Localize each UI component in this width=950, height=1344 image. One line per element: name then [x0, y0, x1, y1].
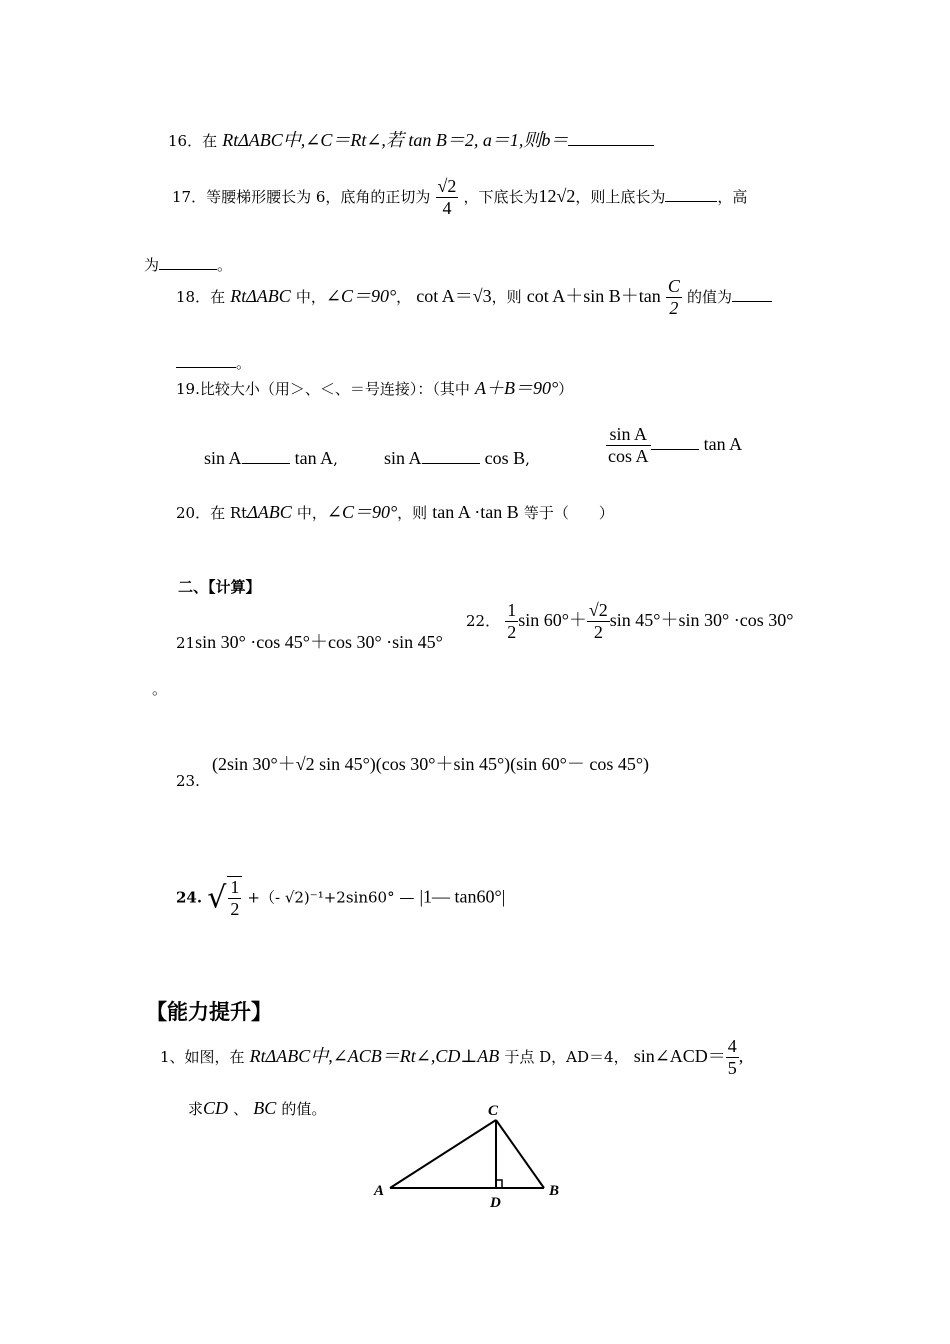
q24-root [227, 876, 242, 920]
q20-expression: tan A ·tan B [432, 502, 519, 522]
q21-number: 21 [176, 634, 196, 652]
segment-cb [496, 1120, 544, 1188]
q16-answer-blank [568, 145, 654, 146]
q19-c1-sep: , [333, 450, 338, 468]
p1-fraction [726, 1036, 739, 1079]
p1-frac-numerator: 4 [727, 1036, 737, 1056]
section-ability-title: 【能力提升】 [146, 1000, 272, 1024]
q19-c1-right: tan A [294, 448, 334, 468]
q19-c3-denominator: cos A [608, 446, 649, 466]
q16-pre: 在 [202, 132, 218, 150]
q21-end: 。 [152, 680, 168, 698]
p1-text1: 如图，在 [184, 1048, 245, 1066]
q18-triangle: RtΔABC [230, 286, 291, 306]
q17-frac-denominator: 4 [442, 198, 452, 218]
q19-compare-3 [606, 424, 742, 467]
q19-condition: A＋B＝90° [474, 378, 559, 398]
q24-abs: |1— tan60°| [419, 886, 506, 907]
q22-number: 22． [466, 612, 501, 630]
q24-root-fraction [228, 877, 241, 920]
triangle-figure [360, 1096, 580, 1216]
q18-pre: 在 [210, 288, 226, 306]
q24-root-denominator: 2 [230, 899, 240, 919]
question-18 [176, 276, 772, 319]
p1-number: 1、 [160, 1048, 185, 1066]
q22-f2-denominator: 2 [593, 622, 603, 642]
q18-frac-denominator: 2 [669, 298, 679, 318]
q24-root-sign: √ [207, 880, 227, 916]
q19-c2-left: sin A [384, 448, 422, 468]
q18-fraction [666, 276, 682, 319]
q20-number: 20． [176, 504, 211, 522]
q18-ze: ，则 [491, 288, 522, 306]
p1-expression: RtΔABC中,∠ACB＝Rt∠,CD⊥AB [249, 1046, 500, 1066]
q17-end: 。 [217, 256, 233, 274]
q19-number: 19. [176, 380, 200, 398]
q16-expression: RtΔABC中,∠C＝Rt∠,若 tan B＝2, a＝1,则b＝ [222, 130, 569, 150]
q19-c3-numerator: sin A [606, 424, 651, 446]
q20-post: 等于（ ） [523, 504, 614, 522]
label-d: D [490, 1195, 501, 1211]
q18-post: 的值为 [686, 288, 732, 306]
question-16 [168, 126, 654, 152]
p1-ask-post: 的值。 [281, 1100, 327, 1118]
q17-height-blank [159, 269, 217, 270]
q20-triangle: ΔABC [247, 502, 292, 522]
section-calculation-title: 二、【计算】 [178, 578, 261, 596]
question-24 [176, 876, 505, 920]
q22-f1-numerator: 1 [507, 600, 517, 620]
q18-expression: cot A＋sin B＋tan [526, 286, 661, 306]
q22-f1-denominator: 2 [507, 622, 517, 642]
p1-ask-pre: 求 [188, 1100, 204, 1118]
q18-cot: cot A＝√3 [416, 286, 492, 306]
q18-blank-1 [732, 301, 772, 302]
q19-text: 比较大小（用＞、＜、＝号连接）：（其中 [199, 380, 470, 398]
p1-ask-bc: BC [253, 1098, 277, 1118]
p1-frac-denominator: 5 [727, 1058, 737, 1078]
q18-end: 。 [236, 354, 252, 372]
q17-text1: 等腰梯形腰长为 6，底角的正切为 [206, 188, 431, 206]
q21-expression: sin 30° ·cos 45°＋cos 30° ·sin 45° [195, 632, 443, 652]
q17-frac-numerator: √2 [437, 176, 457, 196]
q18-blank-2 [176, 367, 236, 368]
q22-f2-numerator: √2 [588, 600, 608, 620]
q19-c2-sep: , [525, 450, 530, 468]
q18-frac-numerator: C [667, 276, 680, 296]
q17-line2: 为 [144, 256, 160, 274]
q17-top-base-blank [665, 201, 717, 202]
q17-text4: ，高 [717, 188, 748, 206]
question-20 [176, 498, 614, 524]
question-17 [172, 176, 747, 219]
p1-ask-cd: CD [203, 1098, 229, 1118]
q19-compare-1 [204, 448, 338, 469]
segment-ac [390, 1120, 496, 1188]
q20-ze: ，则 [397, 504, 428, 522]
q17-text3: ，则上底长为 [575, 188, 666, 206]
p1-ask-sep: 、 [233, 1100, 249, 1118]
q18-number: 18． [176, 288, 211, 306]
q18-angle: ∠C＝90° [325, 286, 397, 306]
q17-base: 12√2 [538, 186, 576, 206]
q19-c3-fraction [606, 424, 651, 467]
q22-term-2: sin 45°＋sin 30° ·cos 30° [609, 610, 794, 630]
q24-root-numerator: 1 [230, 877, 240, 897]
label-c: C [488, 1103, 499, 1119]
q18-zhong: 中， [295, 288, 326, 306]
q16-number: 16． [168, 132, 203, 150]
q17-number: 17． [172, 188, 207, 206]
q20-zhong: 中， [296, 504, 327, 522]
q20-pre: 在 Rt [210, 504, 248, 522]
question-21 [176, 628, 443, 654]
q20-angle: ∠C＝90° [326, 502, 398, 522]
label-b: B [549, 1183, 560, 1199]
problem-1 [160, 1036, 743, 1079]
q18-comma: ， [396, 288, 412, 306]
q24-terms: +（- √2)⁻¹+2sin60° — [247, 888, 415, 907]
q22-term-1: sin 60°＋ [518, 610, 587, 630]
question-18-line2 [176, 352, 251, 373]
q17-tan-fraction [436, 176, 459, 219]
q23-expression-text: (2sin 30°＋√2 sin 45°)(cos 30°＋sin 45°)(sin 60°－ cos 45°) [212, 754, 650, 774]
q19-c2-right: cos B [484, 448, 526, 468]
p1-text2: 于点 D，AD＝4， [504, 1048, 629, 1066]
q22-fraction-1 [505, 600, 518, 643]
q24-number: 24. [176, 888, 203, 907]
q19-c1-blank [242, 463, 290, 464]
p1-sin: sin∠ACD＝ [633, 1046, 726, 1066]
label-a: A [374, 1183, 385, 1199]
q17-text2: ，下底长为 [463, 188, 539, 206]
question-19 [176, 374, 573, 400]
q19-c3-right: tan A [703, 434, 743, 454]
q22-fraction-2 [587, 600, 610, 643]
q23-number: 23. [176, 772, 200, 790]
q23-expression [212, 750, 649, 776]
question-17-line2 [144, 254, 232, 275]
q19-c3-blank [651, 449, 699, 450]
p1-comma: , [738, 1046, 744, 1066]
q19-close: ） [558, 380, 574, 398]
question-22 [466, 600, 793, 643]
q19-c1-left: sin A [204, 448, 242, 468]
q19-compare-2 [384, 448, 530, 469]
problem-1-ask [188, 1098, 326, 1119]
q19-c2-blank [422, 463, 480, 464]
